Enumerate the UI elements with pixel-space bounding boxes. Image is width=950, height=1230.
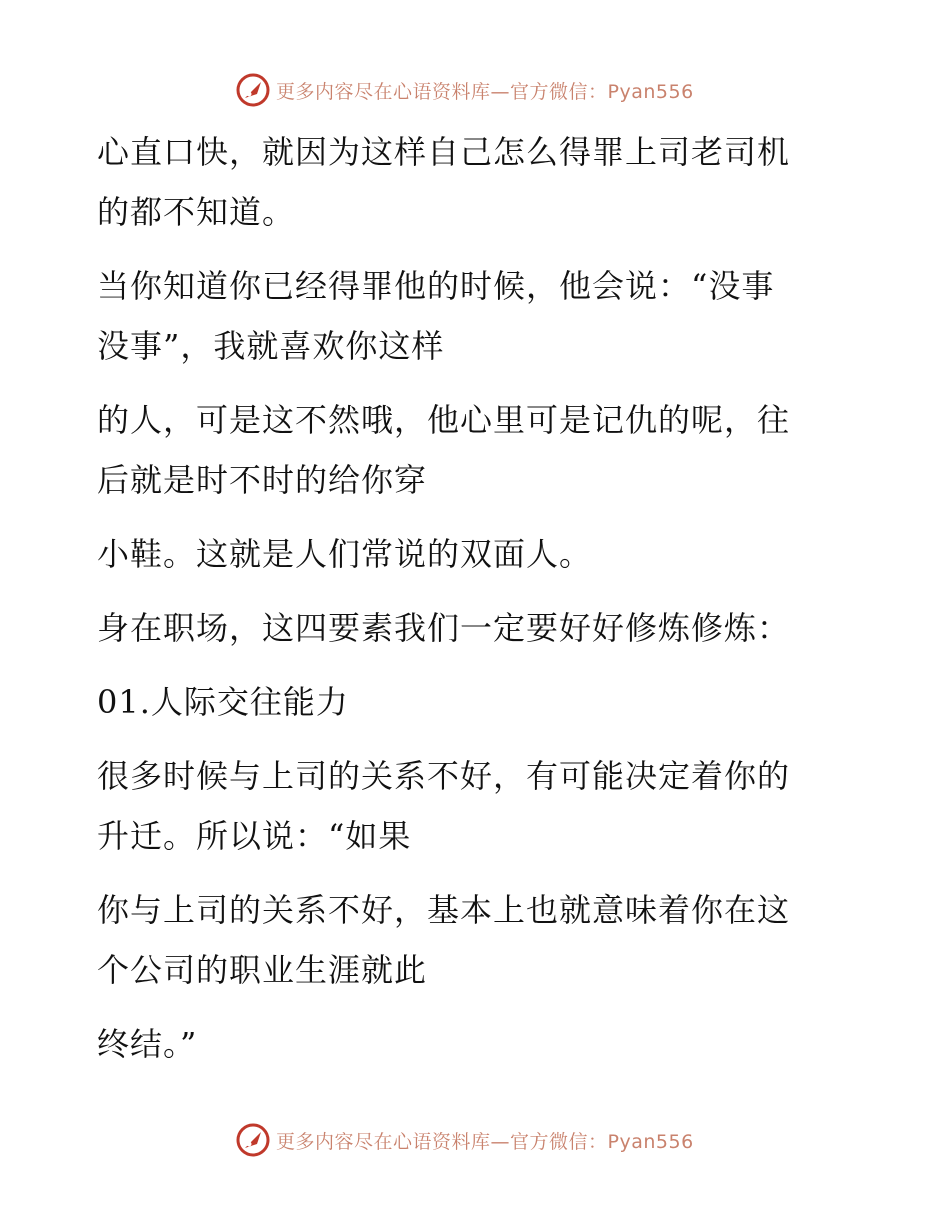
text-line: 后就是时不时的给你穿: [97, 461, 428, 499]
text-line: 当你知道你已经得罪他的时候，他会说：“没事: [97, 267, 775, 305]
text-line: 身在职场，这四要素我们一定要好好修炼修炼：: [97, 609, 791, 647]
text-line: 个公司的职业生涯就此: [97, 951, 428, 989]
text-line: 的都不知道。: [97, 193, 296, 231]
text-line: 小鞋。这就是人们常说的双面人。: [97, 535, 593, 573]
document-body: [97, 122, 837, 1074]
text-line: 升迁。所以说：“如果: [97, 817, 412, 855]
footer-banner: [236, 1122, 694, 1158]
section-heading: 01.人际交往能力: [97, 683, 349, 721]
quill-logo-icon: [236, 73, 270, 107]
header-banner-text: 更多内容尽在心语资料库—官方微信：Pyan556: [276, 80, 694, 103]
text-line: 终结。”: [97, 1025, 198, 1063]
text-line: 没事”，我就喜欢你这样: [97, 327, 445, 365]
text-line: 很多时候与上司的关系不好，有可能决定着你的: [97, 757, 791, 795]
header-banner: [236, 72, 694, 108]
text-line: 你与上司的关系不好，基本上也就意味着你在这: [97, 891, 791, 929]
text-line: 的人，可是这不然哦，他心里可是记仇的呢，往: [97, 401, 791, 439]
footer-banner-text: 更多内容尽在心语资料库—官方微信：Pyan556: [276, 1130, 694, 1153]
text-line: 心直口快，就因为这样自己怎么得罪上司老司机: [97, 133, 791, 171]
quill-logo-icon: [236, 1123, 270, 1157]
